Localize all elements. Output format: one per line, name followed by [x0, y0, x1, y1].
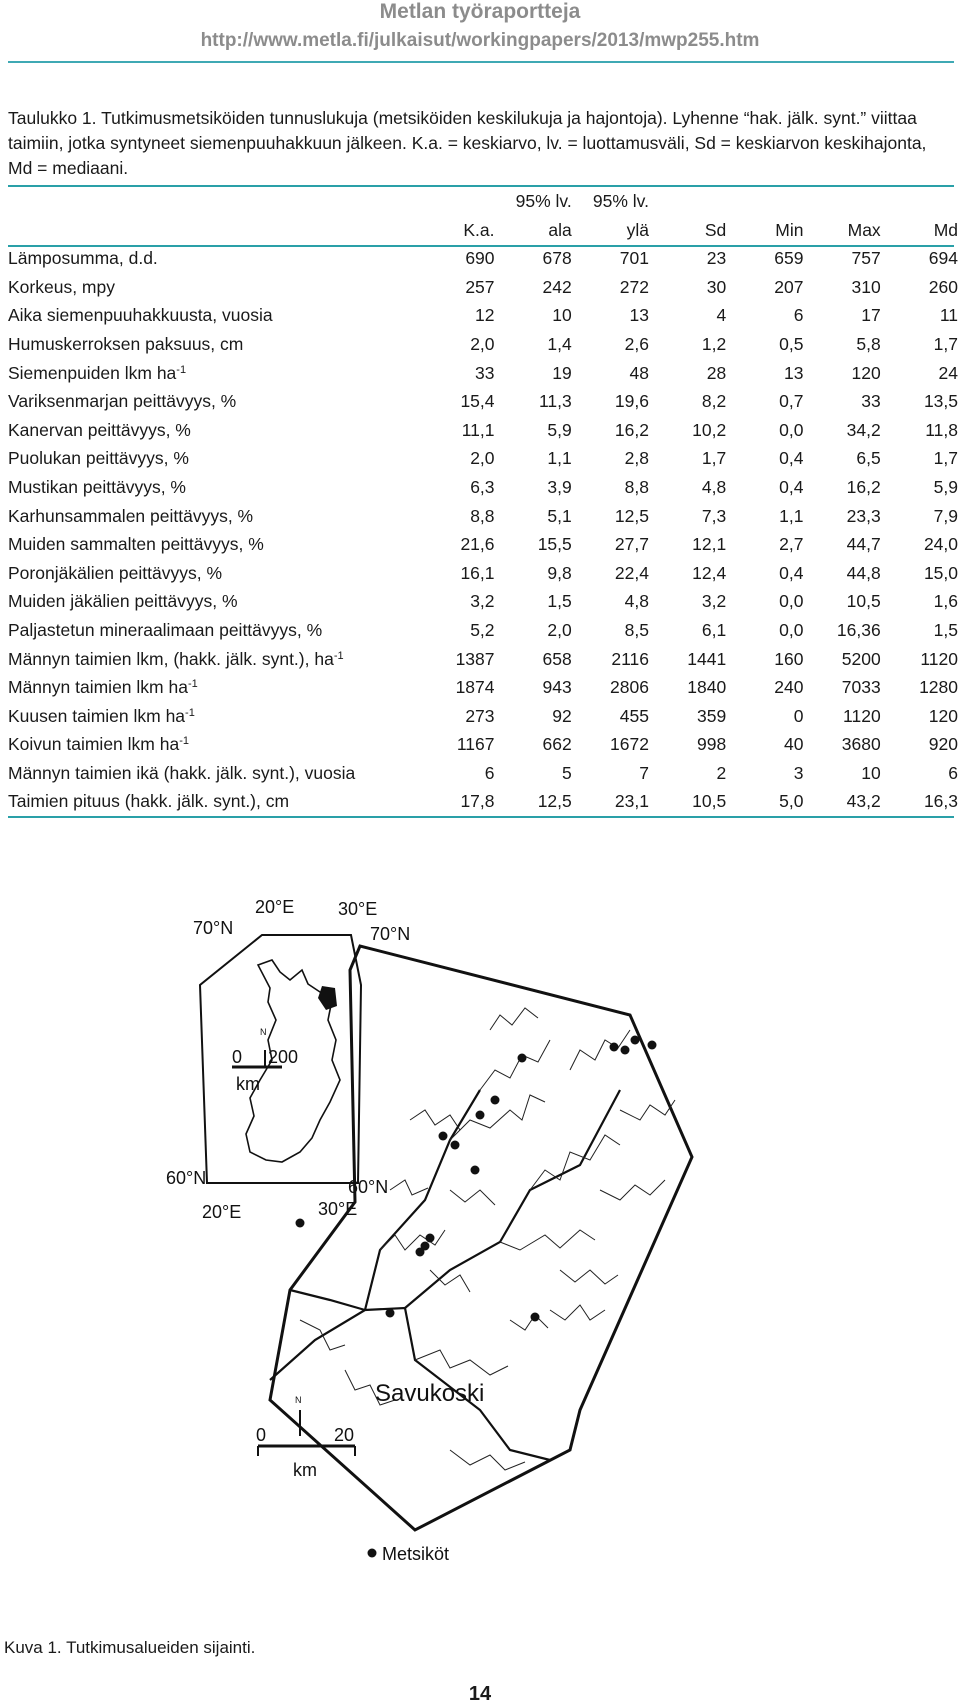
data-table	[6, 187, 958, 816]
table-cell: 6	[948, 762, 958, 783]
main-scale-value: 20	[334, 1425, 355, 1445]
table-cell: 13	[783, 362, 804, 383]
inset-lon-bottom-right: 30°E	[318, 1199, 358, 1219]
header-cell-ka: K.a.	[463, 219, 495, 240]
table-cell: 4	[716, 305, 727, 326]
table-cell: 2116	[611, 648, 649, 669]
table-cell: 455	[619, 705, 649, 726]
table-cell: 5,9	[547, 419, 572, 440]
table-cell: 1,7	[933, 448, 958, 469]
table-cell: 1,4	[547, 333, 572, 354]
table-cell: 16,2	[846, 476, 881, 497]
table-cell: 21,6	[460, 534, 495, 555]
table-cell: 16,1	[460, 562, 495, 583]
stand-marker[interactable]	[621, 1046, 630, 1055]
table-cell: 272	[619, 276, 649, 297]
table-cell: 16,36	[836, 619, 881, 640]
row-label	[6, 444, 417, 473]
table-cell: 4,8	[701, 476, 727, 497]
table-cell: 0	[793, 705, 804, 726]
main-north-label: N	[295, 1395, 302, 1405]
table-cell: 22,4	[614, 562, 649, 583]
row-label-text: Kanervan peittävyys, %	[8, 419, 191, 440]
table-header-row-top	[6, 187, 958, 216]
table-cell: 1672	[610, 734, 649, 755]
inset-lon-top-left: 20°E	[255, 897, 295, 917]
row-label	[6, 273, 417, 302]
table-cell: 33	[475, 362, 495, 383]
table-cell: 10,2	[692, 419, 727, 440]
row-label	[6, 645, 417, 674]
table-cell: 694	[928, 248, 958, 269]
table-cell: 7033	[841, 677, 881, 698]
row-label	[6, 359, 417, 388]
place-label-savukoski: Savukoski	[375, 1380, 485, 1407]
table-row	[6, 730, 958, 759]
row-label	[6, 559, 417, 588]
table-cell: 10,5	[846, 591, 881, 612]
row-label	[6, 759, 417, 788]
table-cell: 11	[939, 305, 958, 326]
table-cell: 1,7	[701, 448, 727, 469]
stand-marker[interactable]	[491, 1096, 500, 1105]
table-cell: 12,1	[692, 534, 727, 555]
table-cell: 44,8	[846, 562, 881, 583]
row-label-text: Männyn taimien lkm ha	[8, 677, 188, 698]
table-cell: 1441	[687, 648, 727, 669]
table-cell: 12,5	[537, 791, 572, 812]
header-cell	[881, 187, 958, 216]
table-cell: 359	[697, 705, 727, 726]
table-cell: 0,4	[779, 448, 804, 469]
table-cell: 920	[928, 734, 958, 755]
table-cell: 0,0	[779, 591, 804, 612]
table-row	[6, 759, 958, 788]
inset-scale-unit: km	[236, 1074, 260, 1094]
table-row	[6, 301, 958, 330]
header-cell: 95% lv.	[592, 191, 649, 211]
inset-scale-value: 200	[268, 1047, 299, 1067]
table-cell: 240	[774, 677, 804, 698]
row-label-superscript: -1	[187, 678, 198, 691]
table-cell: 1280	[919, 677, 958, 698]
row-label-text: Karhunsammalen peittävyys, %	[8, 505, 254, 526]
table-cell: 2,0	[470, 333, 495, 354]
table-row	[6, 787, 958, 816]
table-cell: 5,0	[779, 791, 804, 812]
table-cell: 2	[716, 762, 727, 783]
table-cell: 5,2	[470, 619, 495, 640]
legend-marker	[368, 1549, 377, 1558]
table-row	[6, 502, 958, 531]
table-cell: 1,6	[933, 591, 958, 612]
stand-marker[interactable]	[531, 1313, 540, 1322]
table-cell: 1,7	[933, 333, 958, 354]
table-cell: 3,9	[547, 476, 572, 497]
table-cell: 7,9	[933, 505, 958, 526]
table-cell: 273	[465, 705, 495, 726]
legend-label: Metsiköt	[382, 1544, 450, 1564]
table-header-row	[6, 216, 958, 245]
table-cell: 4,8	[624, 591, 649, 612]
header-cell-min: Min	[775, 219, 804, 240]
row-label-superscript: -1	[179, 735, 189, 748]
table-cell: 23,1	[614, 791, 649, 812]
table-cell: 23,3	[846, 505, 881, 526]
table-cell: 1120	[843, 705, 881, 726]
table-cell: 19	[552, 362, 572, 383]
row-label-text: Aika siemenpuuhakkuusta, vuosia	[8, 305, 273, 326]
table-cell: 1,2	[701, 333, 727, 354]
table-cell: 8,8	[624, 476, 649, 497]
row-label-text: Koivun taimien lkm ha	[8, 734, 180, 755]
inset-scale-zero: 0	[232, 1047, 243, 1067]
row-label-text: Korkeus, mpy	[8, 276, 115, 297]
table-row	[6, 645, 958, 674]
table-cell: 11,1	[461, 419, 495, 440]
stand-marker[interactable]	[476, 1111, 485, 1120]
table-bottom-rule	[8, 816, 954, 818]
table-cell: 0,5	[779, 333, 804, 354]
inset-map-finland	[166, 897, 410, 1222]
table-cell: 0,0	[779, 619, 804, 640]
table-cell: 1,1	[779, 505, 804, 526]
table-cell: 6	[793, 305, 804, 326]
table-cell: 10	[861, 762, 881, 783]
table-cell: 6	[484, 762, 495, 783]
table-cell: 3,2	[470, 591, 495, 612]
main-scale-zero: 0	[256, 1425, 267, 1445]
table-row	[6, 244, 958, 273]
table-cell: 19,6	[614, 391, 649, 412]
table-row	[6, 530, 958, 559]
header-cell-max: Max	[847, 219, 881, 240]
header-cell-yla: ylä	[626, 219, 649, 240]
table-cell: 40	[783, 734, 804, 755]
table-cell: 34,2	[846, 419, 881, 440]
table-cell: 12	[475, 305, 495, 326]
row-label-superscript: -1	[176, 363, 187, 376]
row-label	[6, 416, 417, 445]
table-row	[6, 559, 958, 588]
table-cell: 0,0	[779, 419, 804, 440]
table-cell: 3	[793, 762, 804, 783]
row-label-text: Lämposumma, d.d.	[8, 248, 158, 269]
stand-marker[interactable]	[439, 1132, 448, 1141]
row-label-superscript: -1	[333, 649, 344, 662]
row-label	[6, 787, 417, 816]
table-cell: 44,7	[846, 534, 881, 555]
row-label-text: Paljastetun mineraalimaan peittävyys, %	[8, 619, 323, 640]
stand-marker[interactable]	[631, 1036, 640, 1045]
table-cell: 120	[928, 705, 958, 726]
table-cell: 207	[774, 276, 804, 297]
table-cell: 260	[928, 276, 958, 297]
inset-lat-top-right: 70°N	[370, 924, 411, 944]
table-cell: 5,8	[856, 333, 881, 354]
table-cell: 6,3	[470, 476, 495, 497]
table-cell: 48	[629, 362, 649, 383]
table-cell: 0,4	[779, 562, 804, 583]
stand-marker[interactable]	[296, 1219, 305, 1228]
inset-lon-bottom-left: 20°E	[202, 1202, 242, 1222]
table-cell: 1167	[456, 734, 495, 755]
study-area-map	[150, 890, 790, 1580]
table-cell: 2,6	[624, 333, 649, 354]
table-row	[6, 473, 958, 502]
table-cell: 757	[851, 248, 881, 269]
inset-lat-bottom-right: 60°N	[348, 1177, 389, 1197]
row-label-text: Männyn taimien lkm, (hakk. jälk. synt.), ha	[8, 648, 334, 669]
row-label	[6, 730, 417, 759]
table-cell: 5	[562, 762, 572, 783]
row-label	[6, 244, 417, 273]
header-cell-ala: ala	[548, 219, 572, 240]
table-cell: 2806	[610, 677, 649, 698]
table-row	[6, 330, 958, 359]
table-cell: 242	[542, 276, 572, 297]
table-cell: 24,0	[923, 534, 958, 555]
table-cell: 7	[639, 762, 649, 783]
table-cell: 1,1	[547, 448, 572, 469]
table-cell: 10	[552, 305, 572, 326]
header-cell-md: Md	[933, 219, 958, 240]
table-cell: 13	[629, 305, 649, 326]
table-cell: 8,2	[701, 391, 727, 412]
stand-marker[interactable]	[416, 1248, 425, 1257]
table-row	[6, 587, 958, 616]
row-label	[6, 702, 417, 731]
header-cell	[417, 187, 494, 216]
table-cell: 701	[619, 248, 649, 269]
table-cell: 16,2	[614, 419, 649, 440]
row-label	[6, 473, 417, 502]
row-label	[6, 330, 417, 359]
table-cell: 120	[851, 362, 881, 383]
stand-marker[interactable]	[386, 1309, 395, 1318]
main-scale-unit: km	[293, 1460, 317, 1480]
inset-lat-top: 70°N	[193, 918, 234, 938]
table-cell: 33	[861, 391, 881, 412]
table-row	[6, 702, 958, 731]
table-cell: 1120	[920, 648, 958, 669]
header-cell	[6, 187, 417, 216]
row-label	[6, 530, 417, 559]
inset-lon-top-right: 30°E	[338, 899, 378, 919]
table-cell: 5,1	[547, 505, 572, 526]
table-cell: 13,5	[923, 391, 958, 412]
header-cell	[803, 187, 880, 216]
table-cell: 17	[861, 305, 881, 326]
table-cell: 257	[465, 276, 495, 297]
table-cell: 5,9	[933, 476, 958, 497]
table-cell: 15,5	[537, 534, 572, 555]
row-label-text: Kuusen taimien lkm ha	[8, 705, 186, 726]
series-title: Metlan työraportteja	[379, 0, 581, 23]
header-divider	[8, 61, 954, 63]
table-body	[6, 244, 958, 816]
row-label	[6, 673, 417, 702]
table-cell: 12,5	[614, 505, 649, 526]
figure-caption: Kuva 1. Tutkimusalueiden sijainti.	[4, 1638, 256, 1657]
table-cell: 11,3	[538, 391, 572, 412]
table-cell: 30	[706, 276, 727, 297]
table-cell: 8,8	[470, 505, 495, 526]
row-label	[6, 301, 417, 330]
table-cell: 16,3	[923, 791, 958, 812]
table-cell: 10,5	[692, 791, 727, 812]
row-label-text: Variksenmarjan peittävyys, %	[8, 391, 237, 412]
row-label-text: Siemenpuiden lkm ha	[8, 362, 177, 383]
header-cell	[6, 216, 417, 245]
table-row	[6, 416, 958, 445]
table-cell: 160	[774, 648, 804, 669]
row-label-text: Poronjäkälien peittävyys, %	[8, 562, 222, 583]
table-cell: 1,5	[933, 619, 958, 640]
row-label-text: Muiden jäkälien peittävyys, %	[8, 591, 238, 612]
table-cell: 662	[542, 734, 572, 755]
table-cell: 658	[542, 648, 572, 669]
table-cell: 2,7	[779, 534, 804, 555]
table-cell: 1874	[455, 677, 495, 698]
table-cell: 6,1	[701, 619, 727, 640]
inset-north-label: N	[260, 1027, 267, 1037]
table-cell: 1840	[687, 677, 727, 698]
row-label	[6, 616, 417, 645]
stand-marker[interactable]	[451, 1141, 460, 1150]
header-cell	[726, 187, 803, 216]
table-row	[6, 444, 958, 473]
table-cell: 2,8	[624, 448, 649, 469]
header-cell: 95% lv.	[515, 191, 572, 211]
row-label-text: Mustikan peittävyys, %	[8, 476, 186, 497]
table-row	[6, 273, 958, 302]
stand-marker[interactable]	[518, 1054, 527, 1063]
header-cell-sd: Sd	[704, 219, 727, 240]
row-label	[6, 502, 417, 531]
table-cell: 678	[542, 248, 572, 269]
table-cell: 9,8	[547, 562, 572, 583]
table-cell: 3680	[841, 734, 881, 755]
table-cell: 7,3	[701, 505, 727, 526]
table-cell: 1387	[455, 648, 495, 669]
stand-marker[interactable]	[471, 1166, 480, 1175]
series-url[interactable]: http://www.metla.fi/julkaisut/workingpapers/2013/mwp255.htm	[200, 30, 760, 51]
table-cell: 12,4	[692, 562, 727, 583]
table-caption: Taulukko 1. Tutkimusmetsiköiden tunnuslukuja (metsiköiden keskilukuja ja hajontoja). Lyhenne “hak. jälk. synt.” viittaa taimiin, jotka syntyneet siemenpuuhakkuun jälkeen. K.a. = keskiarvo, lv. = luottamusväli, Sd = keskiarvon keskihajonta, Md = mediaani.	[8, 108, 927, 178]
table-cell: 998	[697, 734, 727, 755]
table-cell: 11,8	[925, 419, 958, 440]
table-cell: 690	[465, 248, 495, 269]
page-number: 14	[468, 1683, 492, 1705]
row-label-text: Männyn taimien ikä (hakk. jälk. synt.), vuosia	[8, 762, 356, 783]
table-cell: 0,7	[779, 391, 804, 412]
table-cell: 92	[552, 705, 572, 726]
table-header-rule	[8, 245, 954, 247]
stand-marker[interactable]	[610, 1043, 619, 1052]
table-cell: 2,0	[547, 619, 572, 640]
table-cell: 15,0	[923, 562, 958, 583]
secondary-roads	[300, 1008, 675, 1470]
table-cell: 6,5	[856, 448, 881, 469]
table-row	[6, 359, 958, 388]
table-cell: 1,5	[547, 591, 572, 612]
row-label	[6, 387, 417, 416]
table-cell: 8,5	[624, 619, 649, 640]
row-label-text: Puolukan peittävyys, %	[8, 448, 189, 469]
table-cell: 943	[542, 677, 572, 698]
stand-marker[interactable]	[426, 1234, 435, 1243]
table-cell: 23	[706, 248, 727, 269]
table-cell: 43,2	[846, 791, 881, 812]
table-row	[6, 673, 958, 702]
inset-lat-bottom-left: 60°N	[166, 1168, 207, 1188]
table-cell: 3,2	[701, 591, 727, 612]
header-cell	[649, 187, 726, 216]
table-cell: 27,7	[614, 534, 649, 555]
table-cell: 0,4	[779, 476, 804, 497]
row-label-superscript: -1	[185, 706, 195, 719]
table-cell: 17,8	[460, 791, 495, 812]
row-label-text: Humuskerroksen paksuus, cm	[8, 333, 244, 354]
row-label-text: Taimien pituus (hakk. jälk. synt.), cm	[8, 791, 290, 812]
table-row	[6, 616, 958, 645]
table-cell: 28	[706, 362, 727, 383]
table-row	[6, 387, 958, 416]
table-cell: 15,4	[460, 391, 495, 412]
table-cell: 5200	[841, 648, 881, 669]
table-cell: 2,0	[470, 448, 495, 469]
row-label-text: Muiden sammalten peittävyys, %	[8, 534, 264, 555]
table-cell: 24	[938, 362, 958, 383]
stand-marker[interactable]	[648, 1041, 657, 1050]
row-label	[6, 587, 417, 616]
table-cell: 659	[774, 248, 804, 269]
table-cell: 310	[851, 276, 881, 297]
